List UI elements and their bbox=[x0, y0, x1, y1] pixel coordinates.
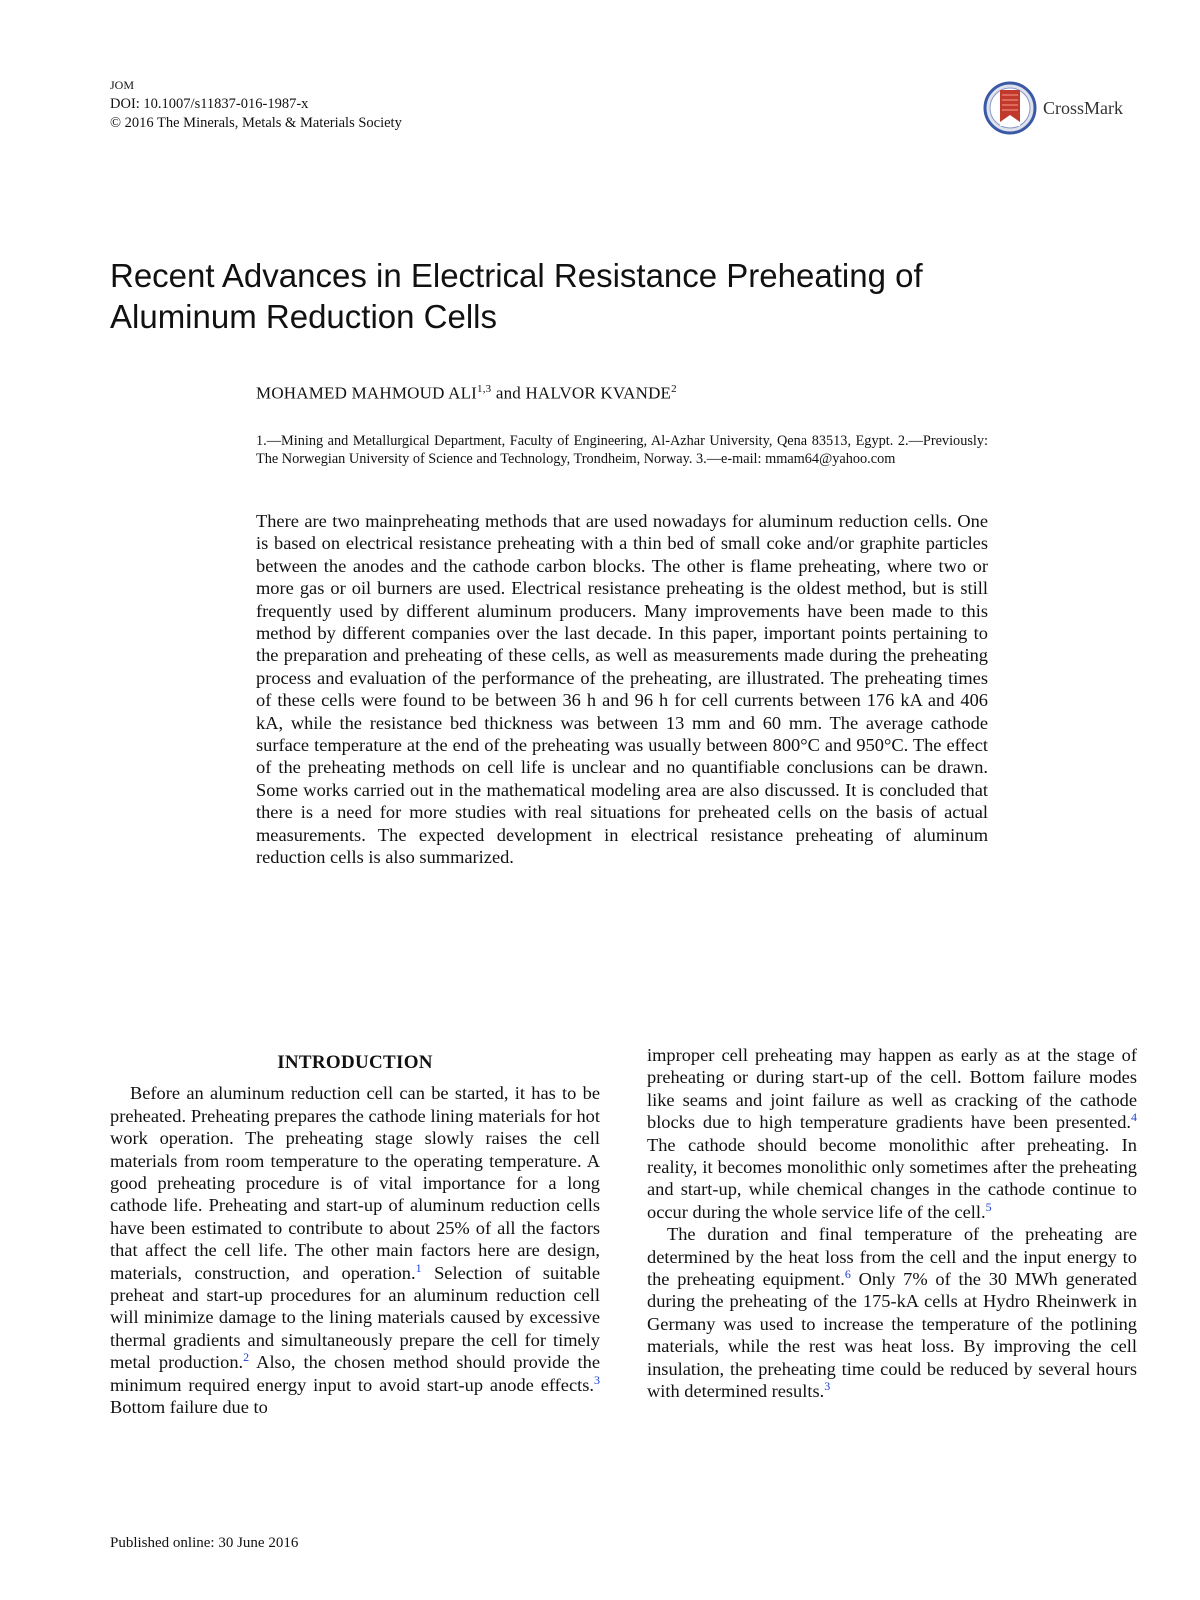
citation-link[interactable]: 3 bbox=[594, 1372, 600, 1387]
citation-link[interactable]: 5 bbox=[985, 1199, 992, 1214]
author-affiliation-marker: 2 bbox=[671, 383, 677, 395]
body-column-left bbox=[110, 1052, 600, 1419]
body-text: Bottom failure due to bbox=[110, 1397, 268, 1418]
section-heading: INTRODUCTION bbox=[277, 1052, 433, 1073]
citation-link[interactable]: 3 bbox=[824, 1378, 831, 1393]
author-name: HALVOR KVANDE bbox=[525, 383, 672, 403]
body-text: Also, the chosen method should provide the minimum required energy input to avoid start-up anode effects. bbox=[110, 1352, 600, 1395]
author-list bbox=[256, 383, 677, 404]
citation-link[interactable]: 1 bbox=[415, 1260, 422, 1275]
author-name: MOHAMED MAHMOUD ALI bbox=[256, 383, 478, 403]
paper-title: Recent Advances in Electrical Resistance Preheating of Aluminum Reduction Cells bbox=[110, 257, 923, 335]
doi[interactable]: DOI: 10.1007/s11837-016-1987-x bbox=[110, 96, 309, 112]
body-text: Only 7% of the 30 MWh generated during the preheating of the 175-kA cells at Hydro Rheinwerk in Germany was used to increase the temperature of the potlining materials, while the rest was heat loss. By improving the cell insulation, the preheating time could be reduced by several hours with determined results. bbox=[647, 1269, 1137, 1402]
body-paragraph bbox=[110, 1082, 600, 1418]
journal-name: JOM bbox=[110, 78, 135, 92]
author-affiliation-marker: 1,3 bbox=[477, 383, 492, 395]
crossmark-icon bbox=[983, 81, 1037, 135]
crossmark-label: CrossMark bbox=[1043, 97, 1123, 118]
citation-link[interactable]: 4 bbox=[1131, 1110, 1137, 1125]
copyright: © 2016 The Minerals, Metals & Materials Society bbox=[110, 115, 402, 131]
body-text: Selection of suitable preheat and start-up procedures for an aluminum reduction cell will minimize damage to the lining materials caused by excessive thermal gradients and simultaneously prepare the cell for timely metal production. bbox=[110, 1262, 600, 1373]
body-text: The duration and final temperature of the preheating are determined by the heat loss from the cell and the input energy to the preheating equipment. bbox=[647, 1224, 1137, 1290]
body-text: Before an aluminum reduction cell can be started, it has to be preheated. Preheating prepares the cathode lining materials for hot work operation. The preheating stage slowly raises the cell materials from room temperature to the operating temperature. A good preheating procedure is of vital importance for a long cathode life. Preheating and start-up of aluminum reduction cells have been estimated to contribute to about 25% of all the factors that affect the cell life. The other main factors here are design, materials, construction, and operation. bbox=[110, 1083, 600, 1283]
affiliations: 1.—Mining and Metallurgical Department, Faculty of Engineering, Al-Azhar University, Qena 83513, Egypt. 2.—Previously: The Norwegian University of Science and Technology, Trondheim, Norway. 3.—e-mail: mmam64@yahoo.com bbox=[256, 433, 988, 467]
abstract: There are two mainpreheating methods that are used nowadays for aluminum reduction cells. One is based on electrical resistance preheating with a thin bed of small coke and/or graphite particles between the anodes and the cathode carbon blocks. The other is flame preheating, where two or more gas or oil burners are used. Electrical resistance preheating is the oldest method, but is still frequently used by different aluminum producers. Many improvements have been made to this method by different companies over the last decade. In this paper, important points pertaining to the preparation and preheating of these cells, as well as measurements made during the preheating process and evaluation of the performance of the preheating, are illustrated. The preheating times of these cells were found to be between 36 h and 96 h for cell currents between 176 kA and 406 kA, while the resistance bed thickness was between 13 mm and 60 mm. The average cathode surface temperature at the end of the preheating was usually between 800°C and 950°C. The effect of the preheating methods on cell life is unclear and no quantifiable conclusions can be drawn. Some works carried out in the mathematical modeling area are also discussed. It is concluded that there is a need for more studies with real situations for preheated cells on the basis of actual measurements. The expected development in electrical resistance preheating of aluminum reduction cells is also summarized. bbox=[256, 511, 988, 868]
body-paragraph bbox=[647, 1223, 1137, 1402]
author-conjunction: and bbox=[491, 383, 526, 403]
body-text: improper cell preheating may happen as early as at the stage of preheating or during start-up of the cell. Bottom failure modes like seams and joint failure as well as cracking of the cathode blocks due to high temperature gradients have been presented. bbox=[647, 1045, 1137, 1133]
crossmark-badge[interactable] bbox=[983, 78, 1133, 138]
publication-date: Published online: 30 June 2016 bbox=[110, 1535, 299, 1551]
citation-link[interactable]: 6 bbox=[844, 1266, 851, 1281]
body-text: The cathode should become monolithic after preheating. In reality, it becomes monolithic only sometimes after the preheating and start-up, while chemical changes in the cathode continue to occur during the whole service life of the cell. bbox=[647, 1134, 1137, 1222]
citation-link[interactable]: 2 bbox=[243, 1350, 250, 1365]
body-column-right bbox=[647, 1044, 1137, 1403]
body-paragraph bbox=[647, 1044, 1137, 1223]
journal-header bbox=[110, 78, 402, 133]
